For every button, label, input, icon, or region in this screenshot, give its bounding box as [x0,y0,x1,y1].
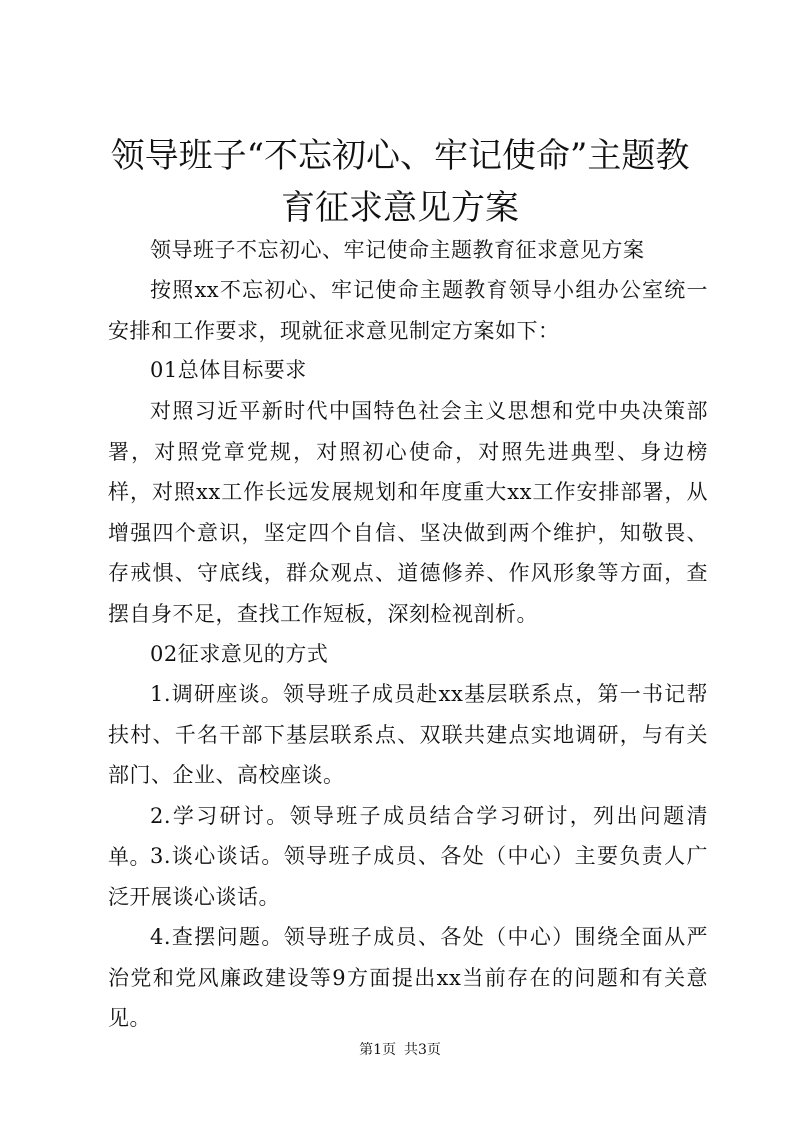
page-number: 第1页 [359,1042,396,1058]
page-total: 共3页 [404,1042,441,1058]
paragraph-goals: 对照习近平新时代中国特色社会主义思想和党中央决策部署，对照党章党规，对照初心使命，对照先进典型、身边榜样，对照xx工作长远发展规划和年度重大xx工作安排部署，从增强四个意识，坚定四个自信、坚决做到两个维护，知敬畏、存戒惧、守底线，群众观点、道德修养、作风形象等方面，查摆自身不足，查找工作短板，深刻检视剖析。 [108,399,708,626]
section-heading-02: 02征求意见的方式 [150,642,329,666]
document-title: 领导班子“不忘初心、牢记使命”主题教育征求意见方案 [110,136,690,228]
paragraph-intro: 按照xx不忘初心、牢记使命主题教育领导小组办公室统一安排和工作要求，现就征求意见制定方案如下： [108,278,708,343]
paragraph-subtitle: 领导班子不忘初心、牢记使命主题教育征求意见方案 [150,238,645,262]
list-item-3: 3.谈心谈话。领导班子成员、各处（中心）主要负责人广泛开展谈心谈话。 [108,844,708,909]
list-item-1: 1.调研座谈。领导班子成员赴xx基层联系点，第一书记帮扶村、千名干部下基层联系点、双联共建点实地调研，与有关部门、企业、高校座谈。 [108,682,708,787]
list-item-4: 4.查摆问题。领导班子成员、各处（中心）围绕全面从严治党和党风廉政建设等9方面提出xx当前存在的问题和有关意见。 [108,925,708,1030]
page-footer [0,1040,800,1060]
list-item-2: 2.学习研讨。领导班子成员结合学习研讨，列出问题清单。 [108,804,708,869]
section-heading-01: 01总体目标要求 [150,358,307,382]
